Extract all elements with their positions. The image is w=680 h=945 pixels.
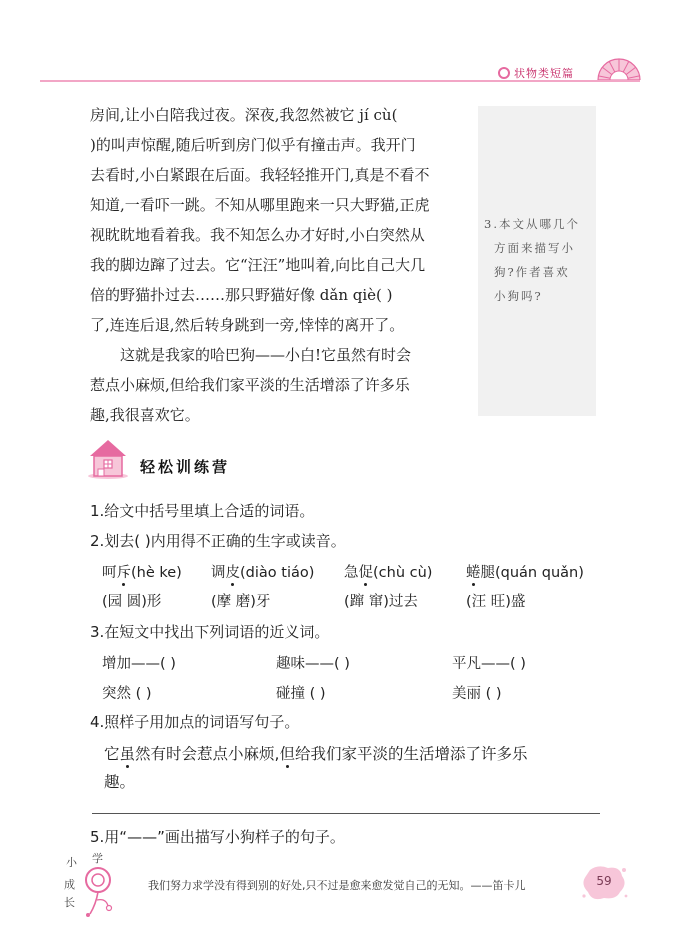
q3-pair: 增加——( ): [102, 656, 176, 672]
q4-example-text: 给我们家平淡的生活增添了许多乐: [294, 745, 528, 763]
logo-char: 成: [64, 878, 75, 891]
q2-option-pre: 调: [211, 565, 226, 581]
q2-option-3: [344, 561, 432, 582]
q2-option-4: [466, 561, 584, 582]
dotted-char: 促: [358, 565, 373, 581]
passage-line: 这就是我家的哈巴狗——小白!它虽然有时会: [120, 346, 412, 364]
dotted-char: 斥: [116, 565, 131, 581]
question-1: 1.给文中括号里填上合适的词语。: [90, 502, 315, 520]
q3-pair: 趣味——( ): [276, 656, 350, 672]
passage-line: 我的脚边蹿了过去。它“汪汪”地叫着,向比自己大几: [90, 256, 426, 274]
logo-char: 小: [66, 856, 77, 869]
section-title: 轻松训练营: [140, 458, 231, 476]
q4-example-text: 然有时会惹点小麻烦,: [135, 745, 280, 763]
page-number: 59: [596, 874, 612, 888]
passage-line: 视眈眈地看着我。我不知怎么办才好时,小白突然从: [90, 226, 425, 244]
q2-choice-2: (摩 磨)牙: [211, 594, 271, 610]
header-badge: [498, 63, 574, 83]
question-3: 3.在短文中找出下列词语的近义词。: [90, 623, 330, 641]
q4-example-line-2: 趣。: [104, 773, 136, 791]
q3-pair: 突然 ( ): [102, 686, 152, 702]
q2-option-post: 腿(quán quǎn): [480, 565, 584, 581]
passage-line: )的叫声惊醒,随后听到房门似乎有撞击声。我开门: [90, 136, 416, 154]
q2-option-post: (hè ke): [131, 565, 182, 581]
side-note: [484, 212, 592, 308]
grow-logo: [64, 852, 124, 918]
side-note-line: 小狗吗?: [494, 289, 543, 303]
passage-line: 趣,我很喜欢它。: [90, 406, 200, 424]
q2-option-2: [211, 561, 314, 582]
q2-option-pre: 急: [344, 565, 359, 581]
side-note-line: 3.本文从哪几个: [484, 217, 580, 231]
house-icon: [86, 436, 134, 480]
dotted-char: 虽: [119, 745, 136, 763]
passage-line: 了,连连后退,然后转身跳到一旁,悻悻的离开了。: [90, 316, 405, 334]
passage-line: 知道,一看吓一跳。不知从哪里跑来一只大野猫,正虎: [90, 196, 430, 214]
side-note-line: 狗?作者喜欢: [494, 265, 570, 279]
passage-line: 去看时,小白紧跟在后面。我轻轻推开门,真是不看不: [90, 166, 430, 184]
q2-option-post: (diào tiáo): [240, 565, 315, 581]
flower-logo-icon: [78, 864, 118, 918]
q2-option-1: [102, 561, 182, 582]
dotted-char: 皮: [225, 565, 240, 581]
side-note-line: 方面来描写小: [494, 241, 575, 255]
answer-line[interactable]: [92, 813, 600, 814]
fan-decoration-icon: [596, 52, 642, 80]
q2-choice-4: (汪 旺)盛: [466, 594, 526, 610]
q2-choice-3: (蹿 窜)过去: [344, 594, 418, 610]
dotted-char: 但: [279, 745, 295, 763]
q2-option-pre: 呵: [102, 565, 117, 581]
question-4: 4.照样子用加点的词语写句子。: [90, 713, 300, 731]
passage-line: 房间,让小白陪我过夜。深夜,我忽然被它 jí cù(: [90, 106, 398, 124]
logo-char: 长: [64, 896, 75, 909]
q4-example-text: 它: [104, 745, 120, 763]
circle-icon: [498, 67, 510, 79]
q3-pair: 碰撞 ( ): [276, 686, 326, 702]
dotted-char: 蜷: [466, 565, 481, 581]
q3-pair: 美丽 ( ): [452, 686, 502, 702]
question-5: 5.用“——”画出描写小狗样子的句子。: [90, 828, 345, 846]
q2-option-post: (chù cù): [373, 565, 433, 581]
q4-example: [104, 742, 528, 764]
header-title: 状物类短篇: [514, 67, 574, 80]
footer-quote: 我们努力求学没有得到别的好处,只不过是愈来愈发觉自己的无知。——笛卡儿: [148, 879, 526, 892]
question-2: 2.划去( )内用得不正确的生字或读音。: [90, 532, 346, 550]
passage-line: 惹点小麻烦,但给我们家平淡的生活增添了许多乐: [90, 376, 410, 394]
passage-line: 倍的野猫扑过去……那只野猫好像 dǎn qiè( ): [90, 286, 393, 304]
logo-char: 学: [92, 852, 103, 865]
q2-choice-1: (园 圆)形: [102, 594, 162, 610]
q3-pair: 平凡——( ): [452, 656, 526, 672]
